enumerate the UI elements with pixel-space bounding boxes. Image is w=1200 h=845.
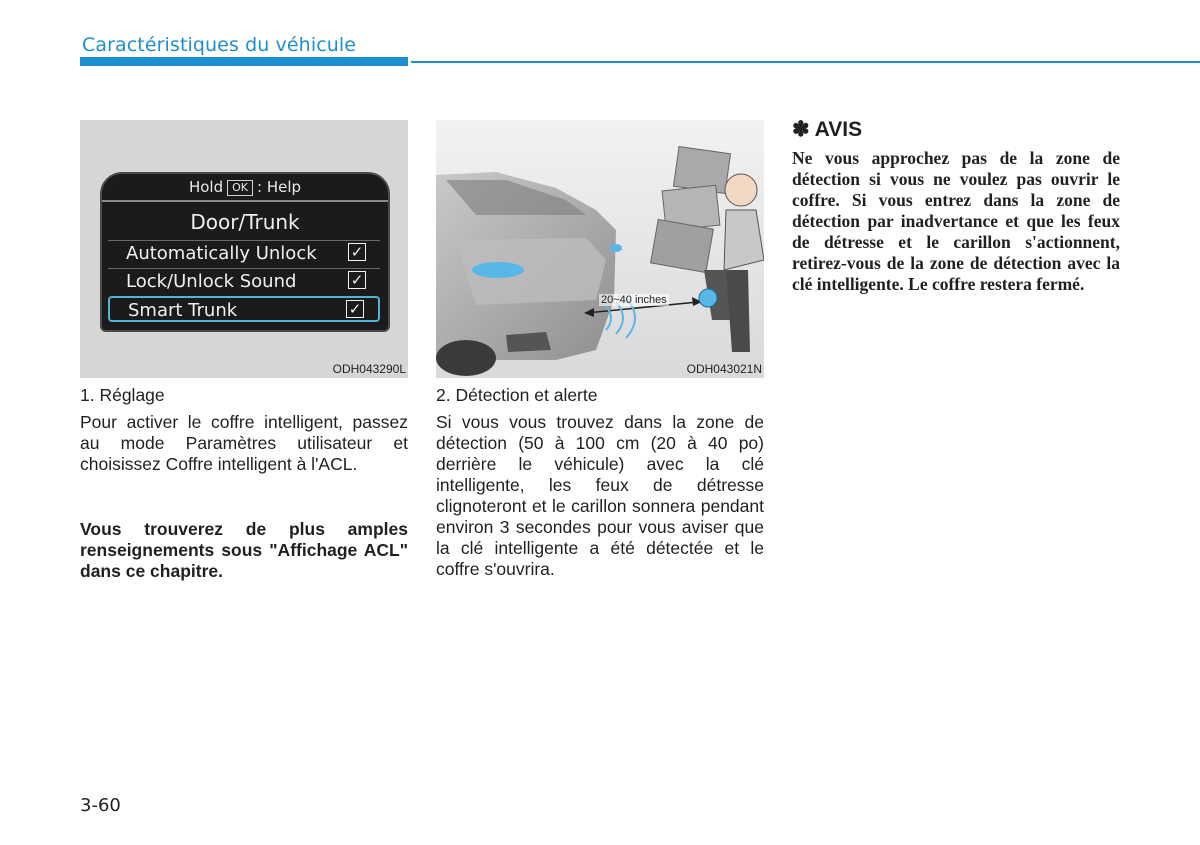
notice-text: Ne vous approchez pas de la zone de détection si vous ne voulez pas ouvrir le coffre. Si vous entrez dans la zone de détection par inadvertance et que les feux de détresse et le carillon s'actionnent, retirez-vous de la zone de détection avec la clé intelligente. Le coffre restera fermé. — [792, 148, 1120, 294]
exhaust-shape — [506, 332, 551, 352]
checkbox-checked-icon: ✓ — [348, 243, 366, 261]
notice-title — [792, 117, 862, 142]
caption-detection: 2. Détection et alerte — [436, 385, 598, 405]
menu-item-label: Smart Trunk — [128, 300, 238, 321]
menu-item-label: Automatically Unlock — [126, 243, 317, 264]
lcd-help-label: : Help — [257, 178, 302, 196]
checkbox-checked-icon: ✓ — [348, 271, 366, 289]
menu-item-lock-unlock-sound — [108, 268, 380, 294]
person-head-shape — [725, 174, 757, 206]
paragraph-setting: Pour activer le coffre intelligent, passez au mode Paramètres utilisateur et choisissez Coffre intelligent à l'ACL. — [80, 412, 408, 474]
lcd-header — [102, 174, 388, 202]
notice-title-text: AVIS — [814, 118, 863, 141]
lcd-hold-label: Hold — [188, 178, 224, 196]
notice-asterisk-icon: ✽ — [792, 118, 810, 141]
detection-illustration — [436, 120, 764, 378]
menu-item-automatically-unlock — [108, 240, 380, 266]
distance-label: 20~40 inches — [601, 294, 667, 306]
lcd-screen — [100, 172, 390, 332]
lcd-settings-figure — [80, 120, 408, 378]
paragraph-detection: Si vous vous trouvez dans la zone de détection (50 à 100 cm (20 à 40 po) derrière le véhicule) avec la clé intelligente, les feux de détresse clignoteront et le carillon sonnera pendant environ 3 secondes pour vous aviser que la clé intelligente a été détectée et le coffre s'ouvrira. — [436, 412, 764, 579]
hazard-light-left-shape — [472, 262, 524, 278]
menu-item-label: Lock/Unlock Sound — [126, 271, 297, 292]
header-rule-thin — [411, 61, 1200, 63]
wheel-shape — [436, 340, 496, 376]
page-number: 3-60 — [80, 795, 121, 816]
checkbox-checked-icon: ✓ — [346, 300, 364, 318]
box-shape — [651, 219, 714, 272]
ok-key-icon: OK — [227, 180, 253, 196]
car-and-person-illustration — [436, 120, 764, 378]
caption-setting: 1. Réglage — [80, 385, 165, 405]
figure-code: ODH043290L — [332, 362, 406, 376]
lcd-title: Door/Trunk — [190, 210, 300, 234]
menu-item-smart-trunk — [108, 296, 380, 322]
header-title: Caractéristiques du véhicule — [82, 34, 357, 56]
hazard-light-right-shape — [610, 244, 622, 252]
smart-key-icon — [699, 289, 717, 307]
paragraph-more-info: Vous trouverez de plus amples renseignements sous "Affichage ACL" dans ce chapitre. — [80, 519, 408, 581]
figure-code: ODH043021N — [686, 362, 762, 376]
header-rule-thick — [80, 57, 408, 66]
